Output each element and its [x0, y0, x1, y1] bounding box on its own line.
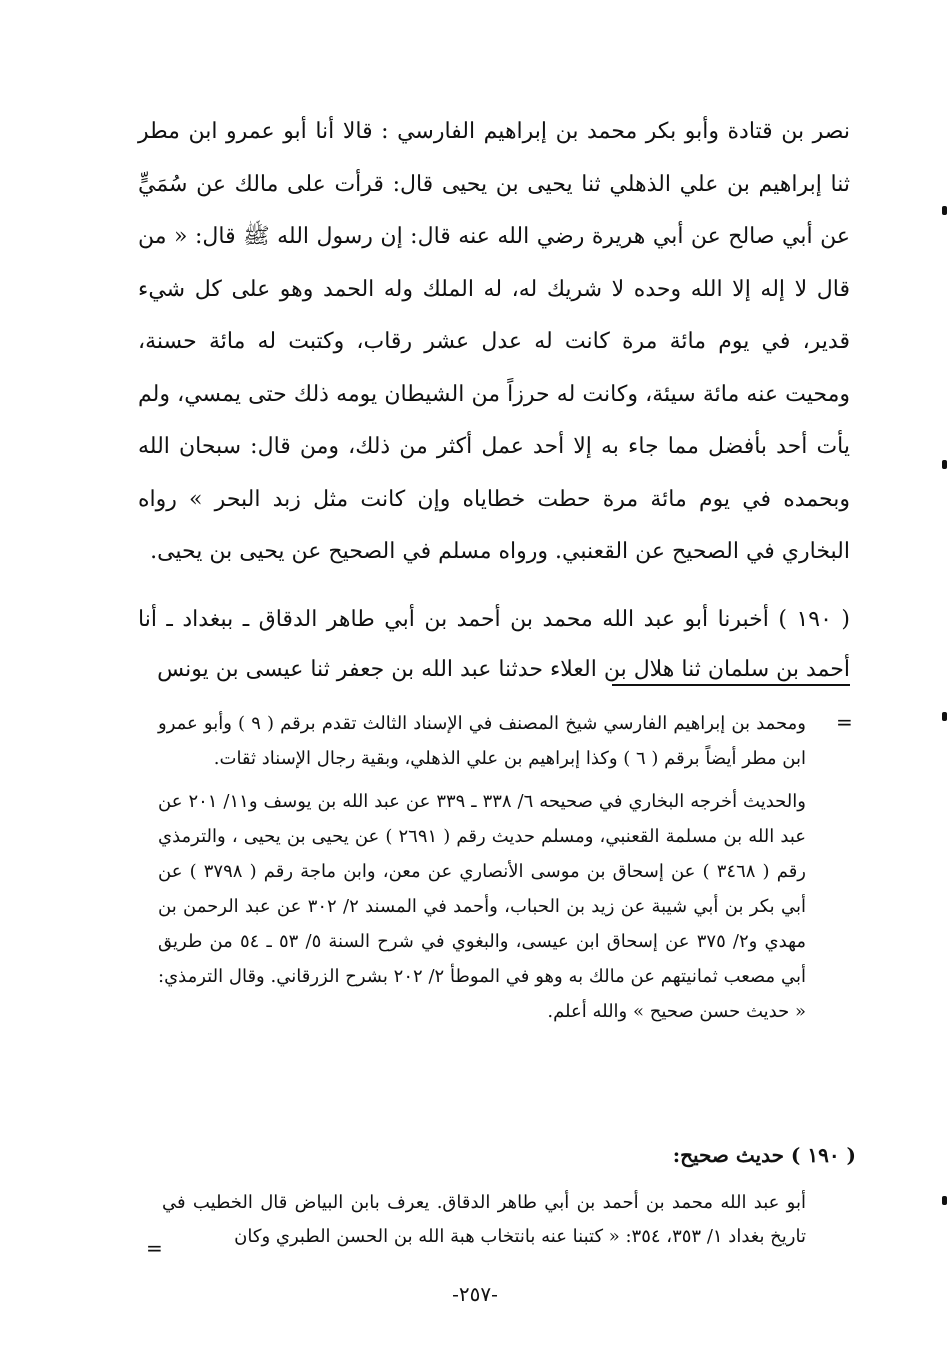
main-text [138, 106, 850, 695]
scan-edge-mark [942, 206, 947, 215]
scan-edge-mark [942, 460, 947, 469]
footnote-subheading: ( ١٩٠ ) حديث صحيح: [672, 1143, 856, 1167]
scan-edge-mark [942, 712, 947, 721]
main-paragraph-hadith-190: ( ١٩٠ ) أخبرنا أبو عبد الله محمد بن أحمد بن أبي طاهر الدقاق ـ ببغداد ـ أنا أحمد بن سلمان ثنا هلال بن العلاء حدثنا عبد الله بن جعفر ثنا عيسى بن يونس [138, 606, 851, 682]
footnotes-block [158, 706, 806, 1029]
footnote-paragraph-1: ومحمد بن إبراهيم الفارسي شيخ المصنف في الإسناد الثالث تقدم برقم ( ٩ ) وأبو عمرو ابن مطر أيضاً برقم ( ٦ ) وكذا إبراهيم بن علي الذهلي، وبقية رجال الإسناد ثقات. [158, 713, 807, 769]
footnote-paragraph-3: أبو عبد الله محمد بن أحمد بن أبي طاهر الدقاق. يعرف بابن البياض قال الخطيب في تاريخ بغداد ١/ ٣٥٣، ٣٥٤: « كتبنا عنه بانتخاب هبة الله بن الحسن الطبري وكان [162, 1192, 806, 1247]
scan-edge-mark [942, 1196, 947, 1205]
main-paragraph-1: نصر بن قتادة وأبو بكر محمد بن إبراهيم الفارسي : قالا أنا أبو عمرو ابن مطر ثنا إبراهيم بن علي الذهلي ثنا يحيى بن يحيى قال: قرأت على مالك عن سُمَيٍّ عن أبي صالح عن أبي هريرة رضي الله عنه قال: إن رسول الله ﷺ قال: « من قال لا إله إلا الله وحده لا شريك له، له الملك وله الحمد وهو على كل شيء قدير، في يوم مائة مرة كانت له عدل عشر رقاب، وكتبت له مائة حسنة، ومحيت عنه مائة سيئة، وكانت له حرزاً من الشيطان يومه ذلك حتى يمسي، ولم يأت أحد بأفضل مما جاء به إلا أحد عمل أكثر من ذلك، ومن قال: سبحان الله وبحمده في يوم مائة مرة حطت خطاياه وإن كانت مثل زبد البحر » رواه البخاري في الصحيح عن القعنبي. ورواه مسلم في الصحيح عن يحيى بن يحيى. [138, 119, 850, 564]
page-number: -٢٥٧- [452, 1282, 498, 1306]
continuation-mark-top: = [836, 710, 853, 734]
footnote-paragraph-2: والحديث أخرجه البخاري في صحيحه ٦/ ٣٣٨ ـ ٣٣٩ عن عبد الله بن يوسف و١١/ ٢٠١ عن عبد الله بن مسلمة القعنبي، ومسلم حديث رقم ( ٢٦٩١ ) عن يحيى بن يحيى ، والترمذي رقم ( ٣٤٦٨ ) عن إسحاق بن موسى الأنصاري عن معن، وابن ماجة رقم ( ٣٧٩٨ ) عن أبي بكر بن أبي شيبة عن زيد بن الحباب، وأحمد في المسند ٢/ ٣٠٢ عن عبد الرحمن بن مهدي و٢/ ٣٧٥ عن إسحاق ابن عيسى، والبغوي في شرح السنة ٥/ ٥٣ ـ ٥٤ من طريق أبي مصعب ثمانيتهم عن مالك به وهو في الموطأ ٢/ ٢٠٢ بشرح الزرقاني. وقال الترمذي: « حديث حسن صحيح » والله أعلم. [158, 791, 807, 1022]
continuation-mark-bottom: = [146, 1236, 163, 1260]
footnotes-block-2 [162, 1186, 806, 1254]
footnote-separator-line [612, 684, 850, 686]
